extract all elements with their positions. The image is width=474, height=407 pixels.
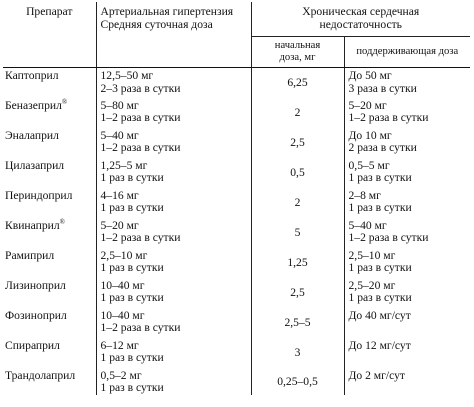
hypertension-dose: 5–40 мг [100,128,139,142]
cell-initial-dose: 5 [251,218,344,248]
maintenance-dose: 2–8 мг [348,188,381,202]
maintenance-dose: До 40 мг/сут [348,308,411,322]
cell-drug [3,368,96,396]
hypertension-dose: 0,5–2 мг [100,368,142,382]
registered-mark: ® [61,97,68,106]
hypertension-dose: 6–12 мг [100,338,139,352]
table-body [3,68,470,396]
cell-maintenance-dose [344,278,470,308]
hypertension-frequency: 1 раз в сутки [100,171,164,185]
hypertension-dose: 5–20 мг [100,218,139,232]
hypertension-frequency: 1 раз в сутки [100,291,164,305]
maintenance-dose: До 10 мг [348,128,392,142]
table-row [3,308,470,338]
hypertension-frequency: 1 раз в сутки [100,381,164,395]
cell-drug [3,98,96,128]
hypertension-frequency: 1–2 раза в сутки [100,141,181,155]
cell-hypertension-dose [96,68,251,98]
maintenance-frequency: 3 раза в сутки [348,81,417,95]
cell-hypertension-dose [96,98,251,128]
header-arterial-hypertension [96,2,251,68]
cell-drug [3,68,96,98]
registered-mark: ® [59,217,65,226]
drug-name: Цилазаприл [5,158,65,172]
header-ah-line1: Артериальная гипертензия [100,5,234,18]
cell-initial-dose: 2 [251,188,344,218]
cell-maintenance-dose [344,338,470,368]
cell-initial-dose: 3 [251,338,344,368]
header-chf-line1: Хроническая сердечная [302,5,420,18]
hypertension-dose: 12,5–50 мг [100,69,154,82]
hypertension-dose: 4–16 мг [100,188,139,202]
maintenance-frequency: 1 раз в сутки [348,261,412,275]
hypertension-frequency: 1–2 раза в сутки [100,321,181,335]
cell-initial-dose: 0,25–0,5 [251,368,344,396]
maintenance-dose: 2,5–20 мг [348,278,396,292]
cell-drug [3,278,96,308]
table-row [3,218,470,248]
table-header [3,2,470,68]
cell-hypertension-dose [96,368,251,396]
hypertension-frequency: 1 раз в сутки [100,201,164,215]
cell-maintenance-dose [344,128,470,158]
header-drug: Препарат [3,2,96,68]
header-chronic-heart-failure [251,2,470,37]
maintenance-frequency: 1 раз в сутки [348,171,412,185]
cell-hypertension-dose [96,338,251,368]
cell-maintenance-dose [344,68,470,98]
cell-initial-dose: 1,25 [251,248,344,278]
cell-drug [3,158,96,188]
cell-drug [3,308,96,338]
cell-hypertension-dose [96,128,251,158]
cell-initial-dose: 2,5 [251,128,344,158]
cell-hypertension-dose [96,188,251,218]
cell-hypertension-dose [96,278,251,308]
drug-name: Каптоприл [5,69,59,82]
cell-maintenance-dose [344,248,470,278]
maintenance-frequency: 2 раза в сутки [348,141,417,155]
maintenance-frequency: 1–2 раза в сутки [348,231,429,245]
hypertension-dose: 10–40 мг [100,308,145,322]
cell-drug [3,128,96,158]
maintenance-dose: До 2 мг/сут [348,368,405,382]
maintenance-dose: До 12 мг/сут [348,338,411,352]
cell-initial-dose: 6,25 [251,68,344,98]
drug-name: Фозиноприл [5,308,67,322]
table-row [3,128,470,158]
drug-name: Лизиноприл [5,278,66,292]
table-row [3,98,470,128]
cell-hypertension-dose [96,308,251,338]
cell-initial-dose: 2,5 [251,278,344,308]
hypertension-frequency: 2–3 раза в сутки [100,81,181,95]
table-row [3,188,470,218]
cell-hypertension-dose [96,218,251,248]
hypertension-dose: 2,5–10 мг [100,248,148,262]
maintenance-dose: 2,5–10 мг [348,248,396,262]
hypertension-frequency: 1 раз в сутки [100,351,164,365]
cell-maintenance-dose [344,218,470,248]
drug-name: Квинаприл [5,218,60,232]
maintenance-dose: До 50 мг [348,69,392,82]
maintenance-dose: 5–40 мг [348,218,387,232]
cell-drug [3,248,96,278]
table-row [3,368,470,396]
maintenance-frequency: 1 раз в сутки [348,201,412,215]
maintenance-dose: 5–20 мг [348,98,387,112]
cell-initial-dose: 2 [251,98,344,128]
cell-hypertension-dose [96,158,251,188]
hypertension-frequency: 1 раз в сутки [100,261,164,275]
table-row [3,338,470,368]
maintenance-frequency: 1–2 раза в сутки [348,111,429,125]
header-ah-line2: Средняя суточная доза [100,17,213,31]
hypertension-dose: 10–40 мг [100,278,145,292]
table-row [3,158,470,188]
cell-maintenance-dose [344,308,470,338]
drug-name: Периндоприл [5,188,73,202]
drug-name: Беназеприл [5,98,62,112]
drug-name: Спираприл [5,338,60,352]
table-row [3,68,470,98]
drug-name: Трандолаприл [5,368,76,382]
cell-hypertension-dose [96,248,251,278]
maintenance-dose: 0,5–5 мг [348,158,390,172]
drug-name: Рамиприл [5,248,55,262]
header-initial-line1: начальная [274,40,321,52]
cell-drug [3,188,96,218]
header-initial-line2: доза, мг [279,52,316,63]
cell-initial-dose: 2,5–5 [251,308,344,338]
cell-drug [3,338,96,368]
hypertension-dose: 1,25–5 мг [100,158,148,172]
maintenance-frequency: 1 раз в сутки [348,291,412,305]
ace-inhibitor-dose-table [3,2,470,395]
header-initial-dose [251,37,344,68]
table-row [3,248,470,278]
cell-drug [3,218,96,248]
hypertension-dose: 5–80 мг [100,98,139,112]
cell-maintenance-dose [344,368,470,396]
header-maintenance-dose: поддерживающая доза [344,37,470,68]
cell-initial-dose: 0,5 [251,158,344,188]
header-chf-line2: недостаточность [319,17,402,31]
cell-maintenance-dose [344,158,470,188]
cell-maintenance-dose [344,188,470,218]
cell-maintenance-dose [344,98,470,128]
hypertension-frequency: 1–2 раза в сутки [100,111,181,125]
drug-name: Эналаприл [5,128,59,142]
table-row [3,278,470,308]
hypertension-frequency: 1–2 раза в сутки [100,231,181,245]
